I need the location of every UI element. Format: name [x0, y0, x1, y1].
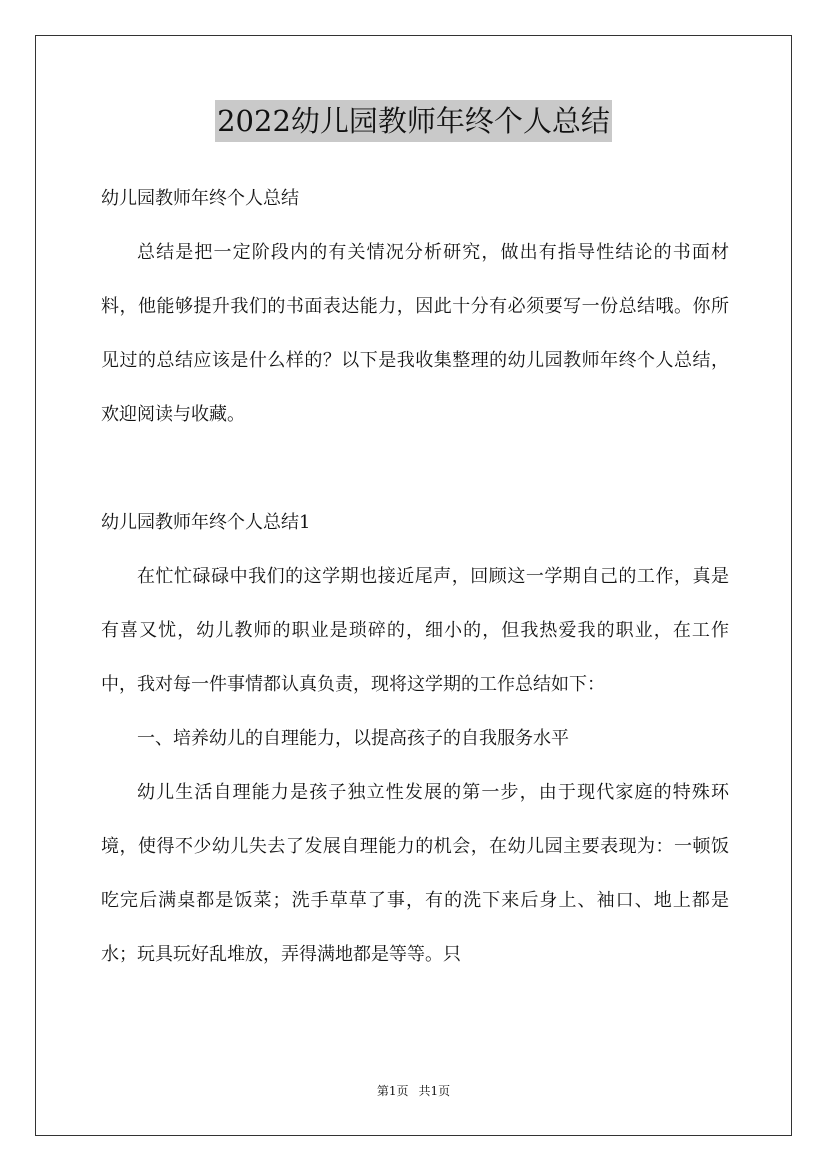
section-paragraph-1: 在忙忙碌碌中我们的这学期也接近尾声，回顾这一学期自己的工作，真是有喜又忧，幼儿教师的职业是琐碎的，细小的，但我热爱我的职业，在工作中，我对每一件事情都认真负责，现将这学期的工作总结如下：: [101, 566, 729, 695]
document-title: 2022幼儿园教师年终个人总结: [215, 100, 612, 142]
page-total: 共1页: [418, 1084, 451, 1098]
intro-paragraph: 总结是把一定阶段内的有关情况分析研究，做出有指导性结论的书面材料，他能够提升我们的书面表达能力，因此十分有必须要写一份总结哦。你所见过的总结应该是什么样的？以下是我收集整理的幼儿园教师年终个人总结，欢迎阅读与收藏。: [101, 242, 729, 425]
section-title: 幼儿园教师年终个人总结1: [101, 512, 311, 533]
document-body: [101, 172, 729, 982]
page-current: 第1页: [376, 1084, 409, 1098]
section-heading-1: 一、培养幼儿的自理能力，以提高孩子的自我服务水平: [137, 728, 569, 749]
title-container: [0, 100, 827, 142]
paragraph-gap: [101, 442, 729, 496]
section-paragraph-2: 幼儿生活自理能力是孩子独立性发展的第一步，由于现代家庭的特殊环境，使得不少幼儿失去了发展自理能力的机会，在幼儿园主要表现为：一顿饭吃完后满桌都是饭菜；洗手草草了事，有的洗下来后身上、袖口、地上都是水；玩具玩好乱堆放，弄得满地都是等等。只: [101, 782, 729, 965]
page-footer: [0, 1081, 827, 1101]
subtitle: 幼儿园教师年终个人总结: [101, 188, 299, 209]
